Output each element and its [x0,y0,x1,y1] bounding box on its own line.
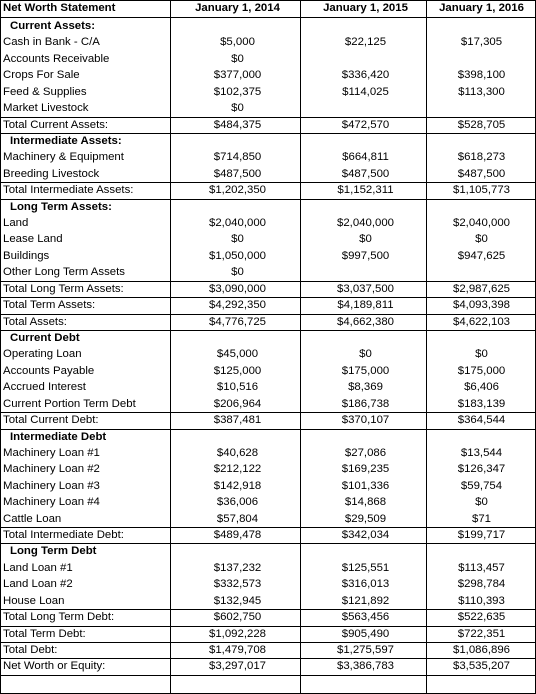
line-item-label: Accounts Receivable [3,52,110,65]
line-item-value-2016: $298,784 [457,578,506,591]
total-value-2015: $342,034 [341,529,390,542]
section-rule [0,429,536,430]
total-rule [0,527,536,528]
total-value-2016: $199,717 [457,529,506,542]
line-item-value-2014: $1,050,000 [208,249,266,262]
line-item-value-2016: $0 [475,233,488,246]
column-header-2014: January 1, 2014 [195,2,280,14]
total-value-2015: $1,152,311 [337,184,394,197]
line-item-value-2015: $169,235 [341,463,390,476]
line-item-value-2014: $377,000 [213,69,262,82]
line-item-value-2015 [307,100,424,116]
line-item-value-2015: $336,420 [341,69,390,82]
total-label: Total Term Assets: [3,299,96,312]
line-item-label: Land Loan #1 [3,561,73,574]
total-label: Total Assets: [3,315,67,328]
line-item-value-2014: $137,232 [213,561,262,574]
line-item-label: Breeding Livestock [3,167,100,180]
total-rule [0,626,536,627]
line-item-value-2015: $487,500 [341,167,390,180]
section-rule [0,133,536,134]
line-item-value-2015 [307,264,424,280]
total-value-2014: $484,375 [213,118,262,131]
total-rule [0,297,536,298]
line-item-value-2016: $947,625 [457,249,506,262]
line-item-value-2015: $121,892 [341,594,390,607]
line-item-value-2015: $8,369 [348,381,383,394]
line-item-value-2016: $17,305 [460,36,503,49]
line-item-value-2016: $2,040,000 [452,217,510,230]
line-item-value-2016: $126,347 [457,463,506,476]
total-value-2014: $4,292,350 [208,299,266,312]
top-border [0,0,536,1]
line-item-value-2014: $5,000 [220,36,255,49]
section-rule [0,543,536,544]
line-item-value-2014: $45,000 [216,348,259,361]
total-value-2015: $3,386,783 [336,660,394,673]
line-item-label: Current Portion Term Debt [3,397,136,410]
line-item-label: Machinery Loan #4 [3,496,100,509]
line-item-label: House Loan [3,594,65,607]
section-title: Current Debt [10,331,80,344]
total-rule [0,117,536,118]
line-item-label: Machinery Loan #3 [3,479,100,492]
line-item-label: Accounts Payable [3,364,95,377]
line-item-value-2016: $6,406 [464,381,499,394]
line-item-label: Accrued Interest [3,381,86,394]
total-value-2016: $3,535,207 [452,660,510,673]
header-underline [0,17,536,18]
line-item-value-2014: $57,804 [216,512,259,525]
section-title: Intermediate Debt [10,430,107,443]
total-rule [0,658,536,659]
line-item-value-2016 [430,100,533,116]
line-item-value-2016: $59,754 [460,479,503,492]
total-label: Net Worth or Equity: [3,660,106,673]
line-item-label: Operating Loan [3,348,82,361]
line-item-value-2016: $487,500 [457,167,506,180]
total-value-2015: $4,662,380 [336,315,394,328]
line-item-value-2014: $332,573 [213,578,262,591]
section-title: Long Term Debt [10,545,97,558]
line-item-value-2015: $0 [359,233,372,246]
section-title: Intermediate Assets: [10,134,122,147]
line-item-value-2014: $125,000 [213,364,262,377]
line-item-value-2015: $114,025 [342,85,389,98]
total-value-2015: $370,107 [341,414,390,427]
line-item-label: Buildings [3,249,50,262]
line-item-value-2014: $206,964 [213,397,262,410]
line-item-value-2014: $0 [231,52,244,65]
total-rule [0,412,536,413]
line-item-value-2016: $183,139 [457,397,506,410]
column-header-2015: January 1, 2015 [323,2,408,14]
line-item-value-2016 [430,51,533,67]
line-item-value-2015: $316,013 [341,578,390,591]
line-item-value-2016 [430,264,533,280]
total-rule [0,609,536,610]
column-divider [170,0,171,694]
line-item-value-2015: $175,000 [341,364,390,377]
total-value-2016: $528,705 [457,118,506,131]
total-value-2016: $4,093,398 [452,299,510,312]
line-item-label: Cash in Bank - C/A [3,36,100,49]
line-item-value-2016: $13,544 [460,446,503,459]
total-value-2016: $364,544 [457,414,506,427]
total-label: Total Intermediate Debt: [3,529,124,542]
line-item-label: Lease Land [3,233,63,246]
total-value-2014: $3,090,000 [208,282,266,295]
line-item-value-2014: $132,945 [213,594,262,607]
header-row [0,0,536,18]
line-item-value-2014: $714,850 [213,151,262,164]
total-value-2014: $602,750 [213,611,262,624]
total-value-2014: $3,297,017 [208,660,266,673]
section-rule [0,199,536,200]
column-divider [426,0,427,694]
total-value-2016: $4,622,103 [452,315,510,328]
line-item-value-2014: $36,006 [216,496,259,509]
column-divider [0,0,1,694]
line-item-value-2015: $27,086 [344,446,387,459]
line-item-value-2015: $664,811 [342,151,389,164]
total-label: Total Current Debt: [3,414,99,427]
sheet-title: Net Worth Statement [3,2,116,14]
line-item-value-2015: $186,738 [341,397,390,410]
total-label: Total Term Debt: [3,627,86,640]
line-item-value-2014: $102,375 [213,85,262,98]
line-item-value-2016: $113,300 [458,85,505,98]
line-item-value-2015: $0 [359,348,372,361]
line-item-value-2015: $2,040,000 [336,217,394,230]
total-value-2016: $1,105,773 [452,184,510,197]
section-title: Long Term Assets: [10,200,112,213]
section-rule [0,675,536,676]
line-item-value-2014: $212,122 [213,463,262,476]
line-item-label: Other Long Term Assets [3,266,125,279]
total-value-2015: $4,189,811 [337,299,394,312]
line-item-value-2015: $125,551 [341,561,390,574]
line-item-value-2014: $0 [231,233,244,246]
line-item-value-2015: $14,868 [344,496,387,509]
line-item-value-2015: $29,509 [344,512,387,525]
line-item-value-2014: $2,040,000 [208,217,266,230]
line-item-value-2016: $71 [471,512,491,525]
total-value-2015: $472,570 [341,118,390,131]
total-label: Total Long Term Assets: [3,282,124,295]
total-value-2014: $1,092,228 [208,627,266,640]
total-value-2015: $3,037,500 [336,282,394,295]
line-item-value-2014: $40,628 [216,446,259,459]
line-item-label: Feed & Supplies [3,85,87,98]
total-value-2015: $563,456 [341,611,390,624]
line-item-label: Land [3,217,29,230]
line-item-value-2015: $22,125 [344,36,387,49]
total-value-2016: $1,086,896 [452,643,510,656]
section-title: Current Assets: [10,20,96,32]
total-value-2016: $522,635 [457,611,506,624]
line-item-value-2016: $398,100 [457,69,506,82]
line-item-label: Machinery Loan #1 [3,446,100,459]
line-item-label: Machinery Loan #2 [3,463,100,476]
total-value-2014: $1,479,708 [208,643,266,656]
line-item-value-2016: $0 [475,496,488,509]
line-item-value-2014: $10,516 [216,381,259,394]
total-rule [0,314,536,315]
line-item-label: Machinery & Equipment [3,151,124,164]
total-rule [0,642,536,643]
total-value-2014: $489,478 [213,529,262,542]
line-item-label: Cattle Loan [3,512,62,525]
line-item-value-2015: $101,336 [341,479,390,492]
total-value-2014: $1,202,350 [208,184,266,197]
line-item-value-2014: $0 [231,266,244,279]
line-item-value-2014: $142,918 [213,479,262,492]
line-item-value-2014: $487,500 [213,167,262,180]
line-item-label: Crops For Sale [3,69,80,82]
total-label: Total Current Assets: [3,118,109,131]
total-label: Total Intermediate Assets: [3,184,134,197]
total-value-2014: $387,481 [213,414,262,427]
total-value-2014: $4,776,725 [208,315,266,328]
line-item-value-2016: $0 [475,348,488,361]
total-label: Total Long Term Debt: [3,611,115,624]
total-value-2016: $722,351 [457,627,506,640]
line-item-value-2015 [307,51,424,67]
column-header-2016: January 1, 2016 [439,2,524,14]
total-rule [0,182,536,183]
line-item-label: Market Livestock [3,102,89,115]
section-rule [0,330,536,331]
line-item-value-2014: $0 [231,102,244,115]
column-divider [300,0,301,694]
total-value-2015: $1,275,597 [336,643,394,656]
line-item-value-2016: $618,273 [457,151,506,164]
total-rule [0,281,536,282]
line-item-value-2016: $110,393 [458,594,505,607]
line-item-value-2016: $175,000 [457,364,506,377]
total-label: Total Debt: [3,643,58,656]
total-value-2016: $2,987,625 [452,282,510,295]
line-item-label: Land Loan #2 [3,578,73,591]
line-item-value-2015: $997,500 [341,249,390,262]
line-item-value-2016: $113,457 [458,561,505,574]
total-value-2015: $905,490 [341,627,390,640]
